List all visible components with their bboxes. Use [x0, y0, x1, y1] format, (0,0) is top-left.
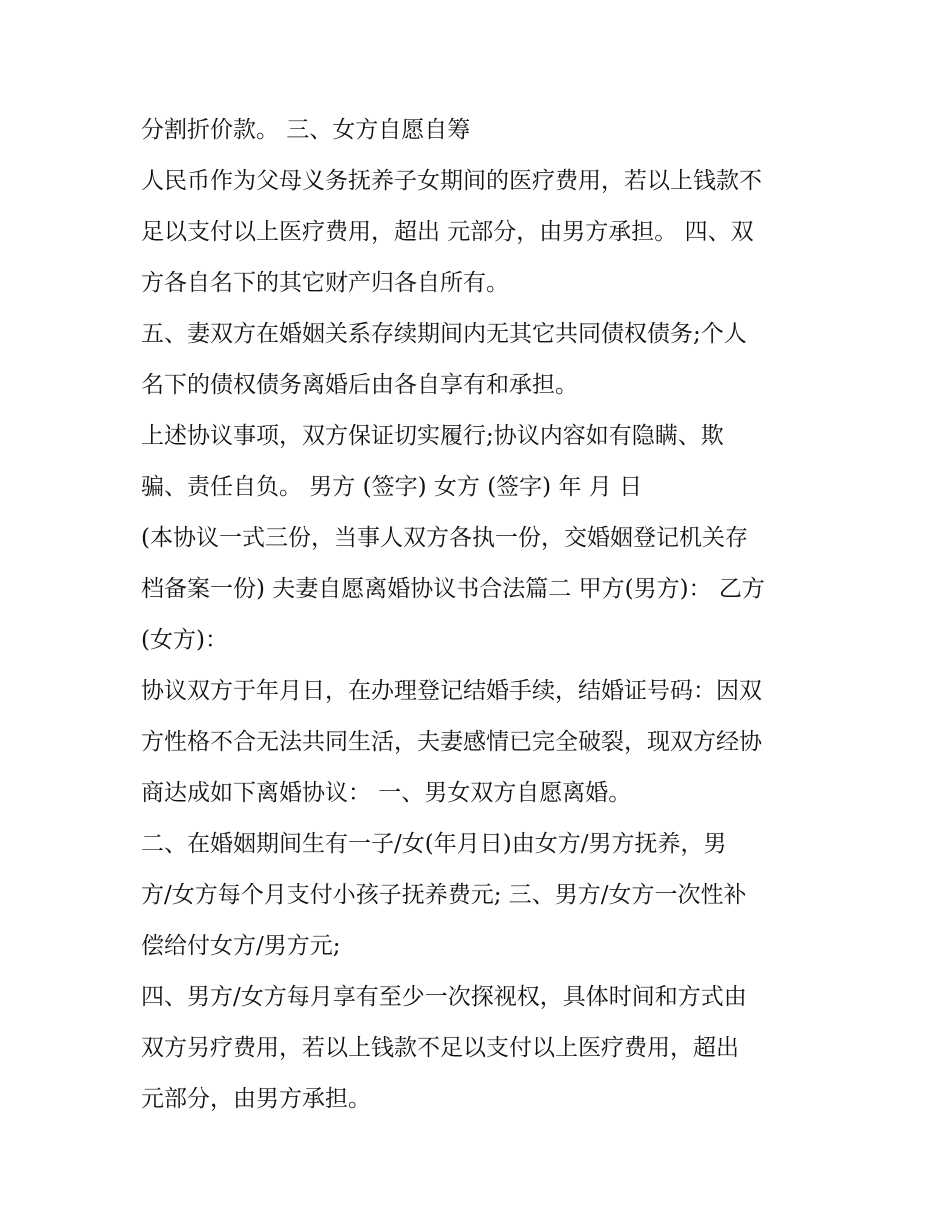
document-body — [141, 108, 821, 1128]
text-line: 骗、责任自负。 男方 (签字) 女方 (签字) 年 月 日 — [141, 474, 643, 500]
text-line: 元部分，由男方承担。 — [141, 1086, 371, 1112]
text-line: 方各自名下的其它财产归各自所有。 — [141, 270, 509, 296]
text-line: 档备案一份) 夫妻自愿离婚协议书合法篇二 甲方(男方)： 乙方 — [141, 576, 765, 602]
text-line: 四、男方/女方每月享有至少一次探视权，具体时间和方式由 — [141, 984, 747, 1010]
text-line: 双方另疗费用，若以上钱款不足以支付以上医疗费用，超出 — [141, 1035, 739, 1061]
text-line: 五、妻双方在婚姻关系存续期间内无其它共同债权债务;个人 — [141, 321, 747, 347]
text-line: 方性格不合无法共同生活，夫妻感情已完全破裂，现双方经协 — [141, 729, 762, 755]
text-line: 分割折价款。 三、女方自愿自筹 — [141, 117, 471, 143]
text-line: 名下的债权债务离婚后由各自享有和承担。 — [141, 372, 578, 398]
text-line: 商达成如下离婚协议： 一、男女双方自愿离婚。 — [141, 780, 632, 806]
text-line: (女方)： — [141, 627, 228, 653]
text-line: 方/女方每个月支付小孩子抚养费元; 三、男方/女方一次性补 — [141, 882, 747, 908]
text-line: 人民币作为父母义务抚养子女期间的医疗费用，若以上钱款不 — [141, 168, 762, 194]
text-line: 协议双方于年月日，在办理登记结婚手续，结婚证号码：因双 — [141, 678, 762, 704]
text-line: 二、在婚姻期间生有一子/女(年月日)由女方/男方抚养，男 — [141, 831, 727, 857]
text-line: 上述协议事项，双方保证切实履行;协议内容如有隐瞒、欺 — [141, 423, 724, 449]
text-line: 足以支付以上医疗费用，超出 元部分，由男方承担。 四、双 — [141, 219, 754, 245]
text-line: (本协议一式三份，当事人双方各执一份，交婚姻登记机关存 — [141, 525, 748, 551]
text-line: 偿给付女方/男方元; — [141, 933, 341, 959]
